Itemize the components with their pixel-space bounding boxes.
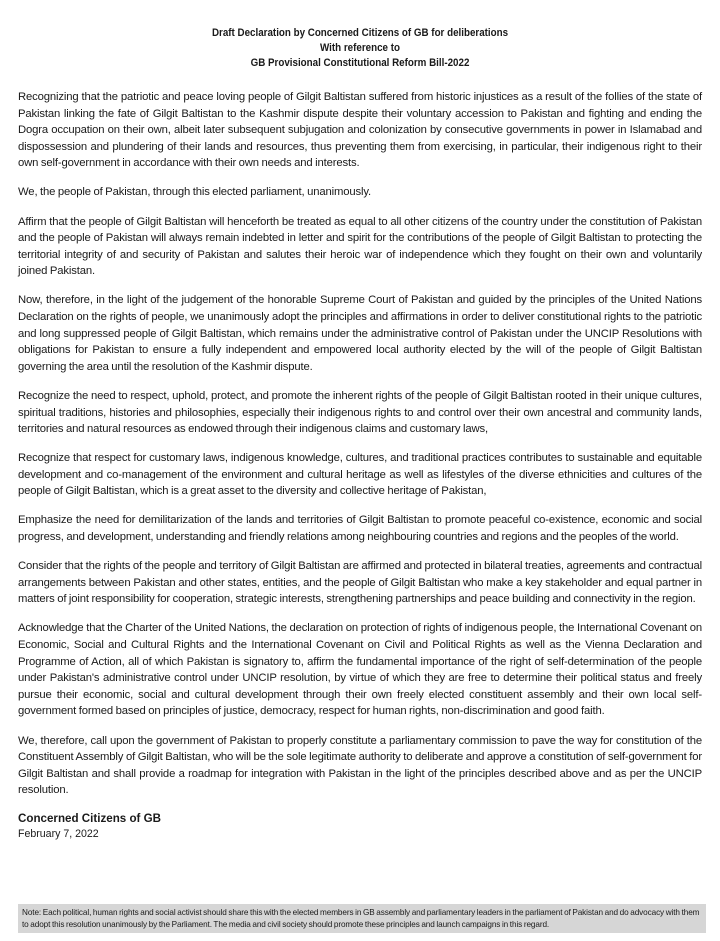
paragraph-affirm: Affirm that the people of Gilgit Baltistan will henceforth be treated as equal to all other citizens of the country under the constitution of Pakistan and the people of Pakistan will always remain indebted in letter and spirit for the contributions of the people of Gilgit Baltistan to protecting the territorial integrity of and security of Pakistan and salutes their heroic war of independence which they fought on their own and voluntarily joined Pakistan. bbox=[18, 215, 702, 278]
title-line-3: GB Provisional Constitutional Reform Bill-2022 bbox=[250, 57, 470, 69]
paragraph-recognize-customary-laws: Recognize that respect for customary laws, indigenous knowledge, cultures, and traditional practices contributes to sustainable and equitable development and co-management of the environment and cultural heritage as well as lifestyles of the diverse ethnicities and cultures of the people of Gilgit Baltistan, which is a great asset to the diversity and collective heritage of Pakistan, bbox=[18, 452, 702, 498]
paragraph-recognize-rights: Recognize the need to respect, uphold, protect, and promote the inherent rights of the people of Gilgit Baltistan rooted in their unique cultures, spiritual traditions, histories and philosophies, especially their indigenous rights to and control over their own ancestral and community lands, territories and natural resources as endowed through their indigenous claims and customary laws, bbox=[18, 389, 702, 436]
title-line-1: Draft Declaration by Concerned Citizens of GB for deliberations bbox=[211, 27, 509, 39]
document-body bbox=[18, 89, 702, 799]
signature-date: February 7, 2022 bbox=[18, 828, 99, 841]
paragraph-acknowledge: Acknowledge that the Charter of the United Nations, the declaration on protection of rights of indigenous people, the International Covenant on Economic, Social and Cultural Rights and the International Covenant on Civil and Political Rights as well as the Vienna Declaration and Programme of Action, all of which Pakistan is signatory to, affirm the fundamental importance of the right of self-determination of the people under Pakistan's administrative control under UNCIP resolution, by virtue of which they are free to determine their political status and freely pursue their economic, social and cultural development through their own freely elected constituent assembly and their own local self-government formed based on principles of justice, democracy, respect for human rights, non-discrimination and good faith. bbox=[18, 622, 702, 718]
title-line-2: With reference to bbox=[320, 42, 400, 54]
signature-name: Concerned Citizens of GB bbox=[18, 812, 162, 826]
paragraph-emphasize: Emphasize the need for demilitarization of the lands and territories of Gilgit Baltistan to promote peaceful co-existence, economic and social progress, and development, understanding and friendly relations among neighbouring countries and regions and the peoples of the world. bbox=[18, 514, 702, 544]
paragraph-we-the-people: We, the people of Pakistan, through this elected parliament, unanimously. bbox=[18, 186, 372, 199]
advocacy-note: Note: Each political, human rights and social activist should share this with the elected members in GB assembly and parliamentary leaders in the parliament of Pakistan and do advocacy with them to adopt this resolution unanimously by the Parliament. The media and civil society should promote these principles and launch campaigns in this regard. bbox=[18, 904, 706, 933]
paragraph-call-upon: We, therefore, call upon the government of Pakistan to properly constitute a parliamentary commission to pave the way for constitution of the Constituent Assembly of Gilgit Baltistan, who will be the sole legitimate authority to deliberate and approve a constitution of self-government for Gilgit Baltistan and shall provide a roadmap for integration with Pakistan in the light of the principles described above and as per the UNCIP resolution. bbox=[18, 734, 702, 797]
paragraph-recognizing: Recognizing that the patriotic and peace loving people of Gilgit Baltistan suffered from historic injustices as a result of the follies of the state of Pakistan linking the fate of Gilgit Baltistan to the Kashmir dispute despite their voluntary accession to Pakistan and fighting and ending the Dogra occupation on their own, albeit later subsequent subjugation and colonization by consecutive governments in power in Islamabad and dispossession and plundering of their lands and resources, thus preventing them from exercising, in particular, their indigenous right to their own self-government in accordance with their own needs and interests. bbox=[18, 91, 702, 170]
paragraph-now-therefore: Now, therefore, in the light of the judgement of the honorable Supreme Court of Pakistan and guided by the principles of the United Nations Declaration on the rights of people, we unanimously adopt the principles and affirmations in order to deliver constitutional rights to the patriotic and long suppressed people of Gilgit Baltistan, which remains under the administrative control of Pakistan under the UNCIP Resolutions with obligations for Pakistan to ensure a fully independent and empowered local authority elected by the will of the people of Gilgit Baltistan governing the area until the resolution of the Kashmir dispute. bbox=[18, 294, 702, 373]
document-title bbox=[18, 26, 702, 71]
paragraph-consider: Consider that the rights of the people and territory of Gilgit Baltistan are affirmed and protected in bilateral treaties, agreements and contractual arrangements between Pakistan and other states, entities, and the people of Gilgit Baltistan who make a key stakeholder and equal partner in matters of joint responsibility for cooperation, strategic interests, strengthening partnerships and peace building and connectivity in the region. bbox=[18, 560, 702, 606]
